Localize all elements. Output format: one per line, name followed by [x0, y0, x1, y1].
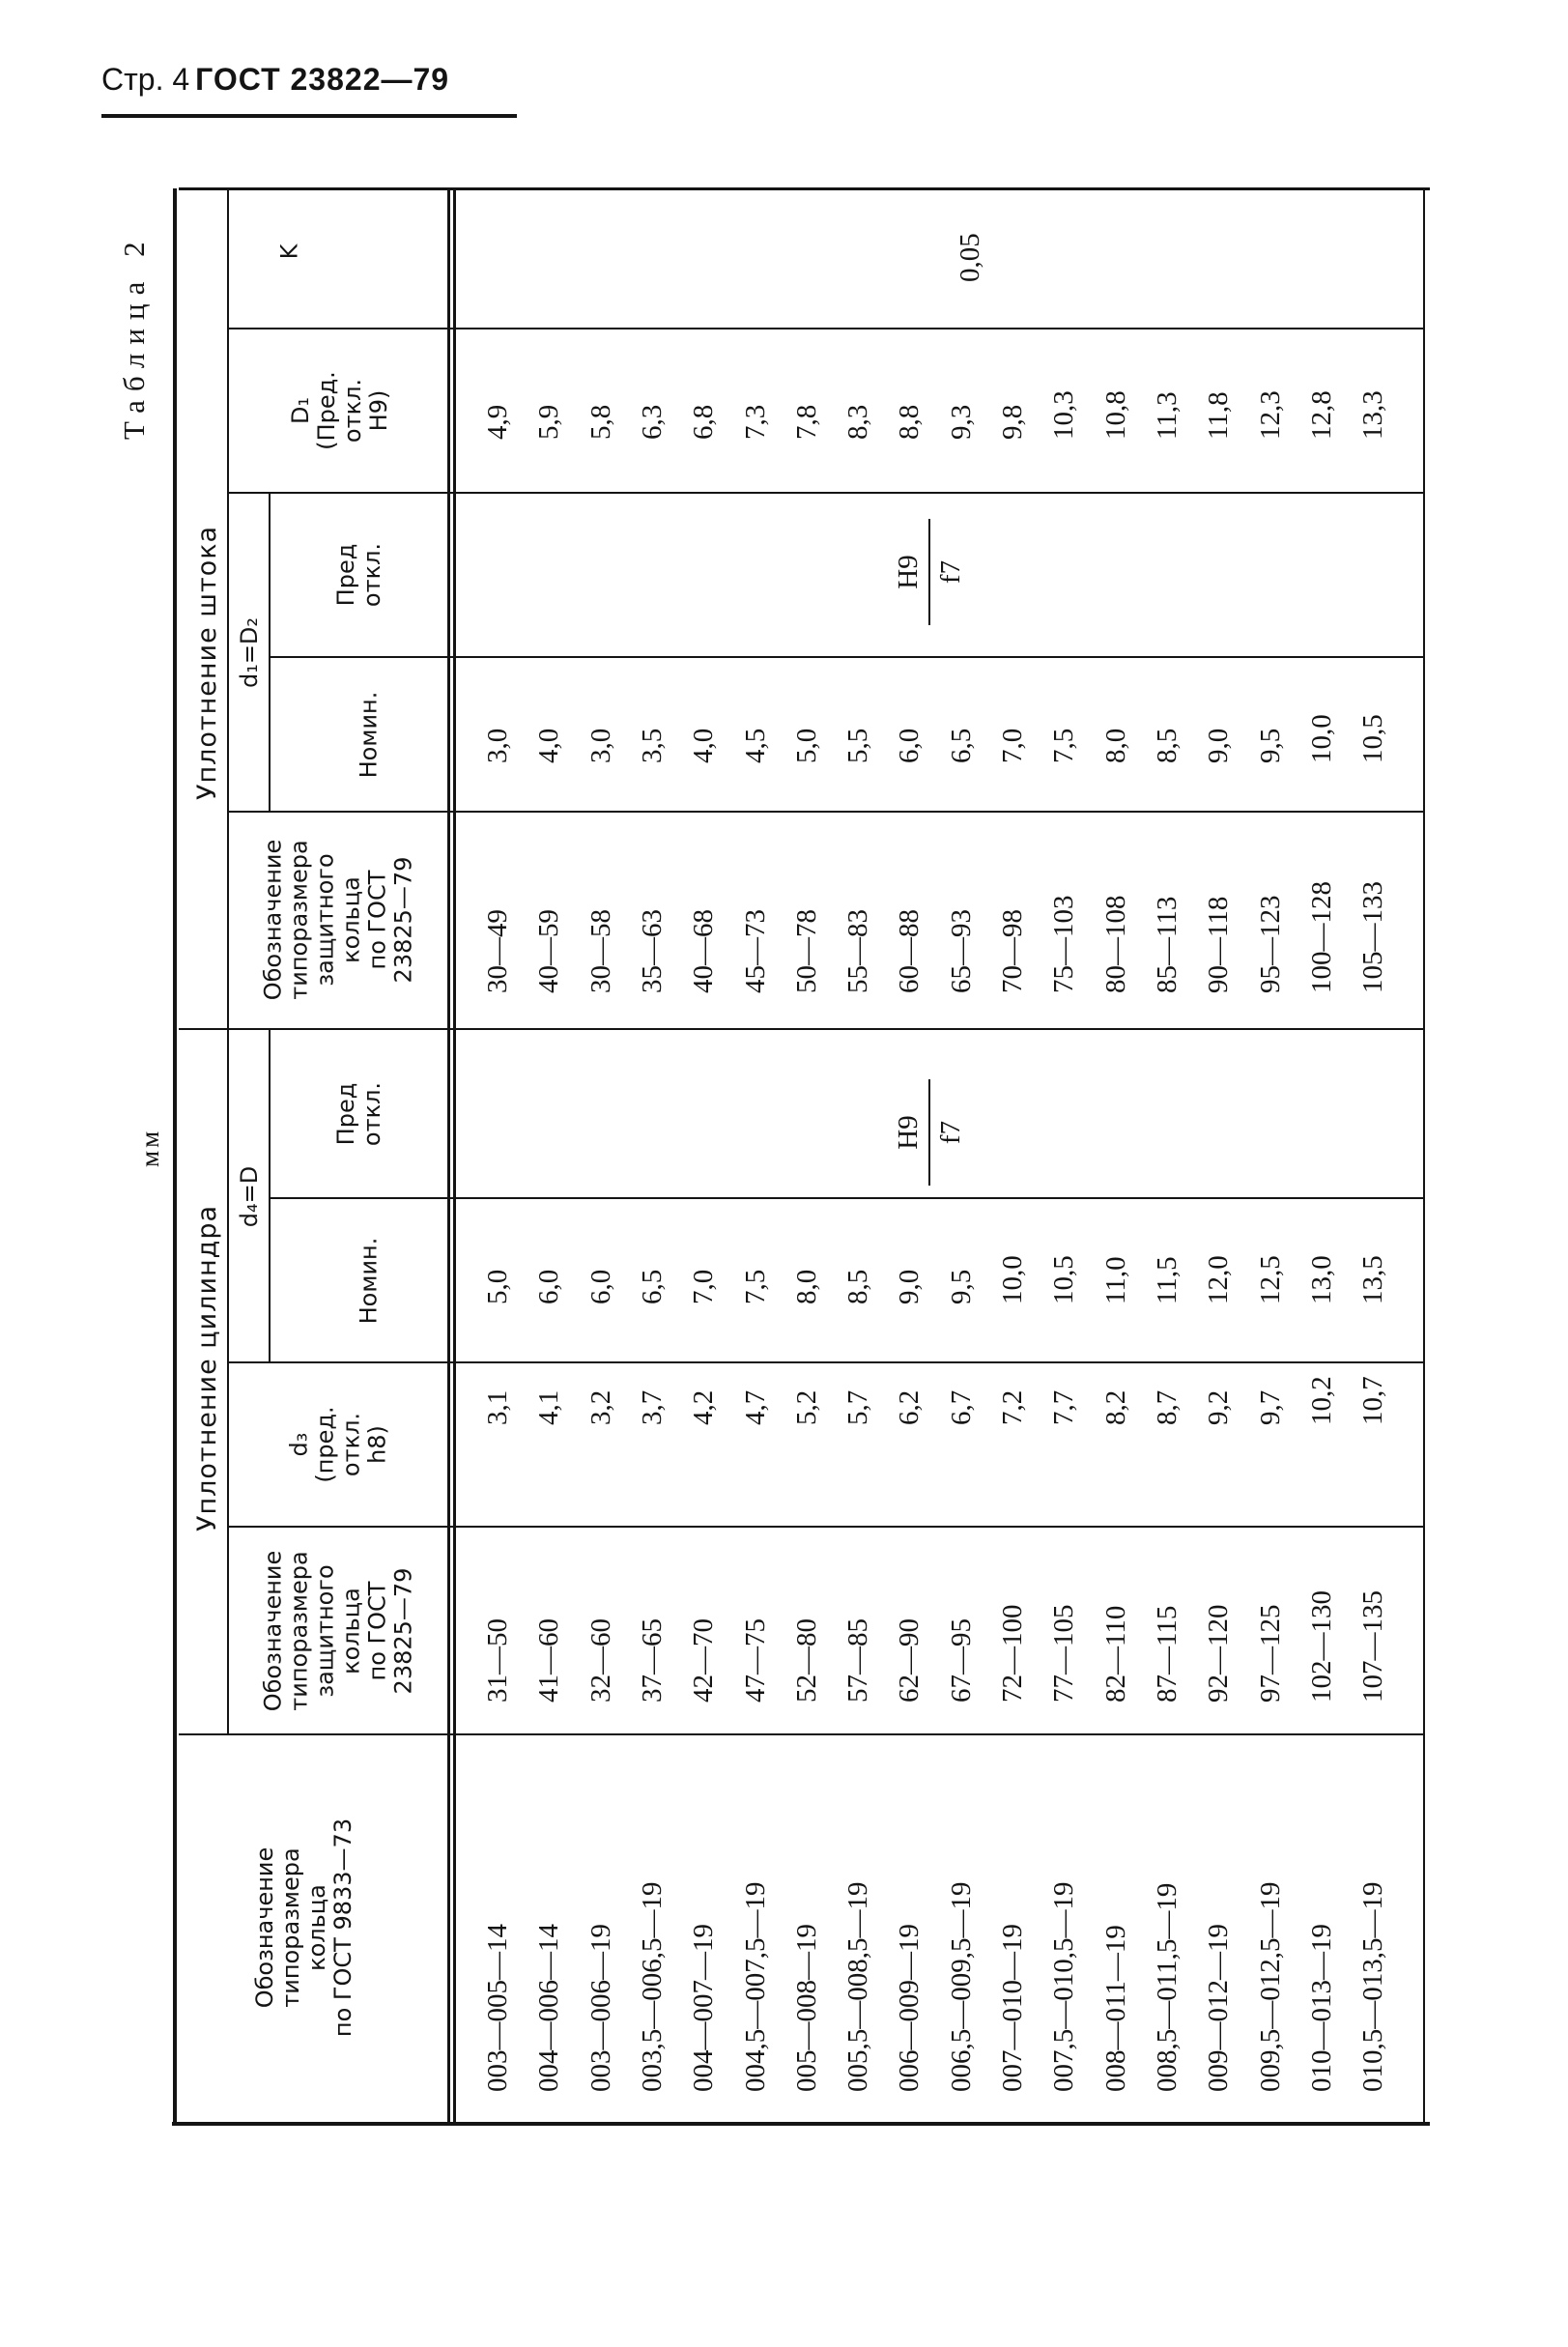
units-label: мм — [135, 1128, 164, 1167]
cyl-protect-ring: 57—85 — [842, 1618, 874, 1703]
ring-designation: 004—006—14 — [533, 1924, 565, 2092]
ring-designation: 009,5—012,5—19 — [1254, 1881, 1286, 2092]
ring-column-header-line: по ГОСТ 9833—73 — [329, 1817, 357, 2038]
rod-d1-nominal: 8,0 — [1099, 728, 1131, 763]
cyl-d3-value: 5,7 — [842, 1389, 874, 1425]
rod-D1-header-line: откл. — [338, 378, 366, 444]
rod-protect-header — [260, 840, 416, 1001]
cyl-d4-nominal: 10,5 — [1048, 1255, 1080, 1304]
cyl-d3-value: 3,2 — [584, 1389, 616, 1425]
header-body-divider-2 — [453, 188, 456, 2124]
rod-protect-ring: 65—93 — [945, 909, 977, 993]
rod-protect-ring: 95—123 — [1254, 895, 1286, 993]
rod-D1-value: 7,3 — [739, 404, 771, 440]
ring-designation: 003—005—14 — [482, 1924, 513, 2092]
rod-D1-value: 6,3 — [636, 404, 668, 440]
cyl-protect-ring: 37—65 — [636, 1618, 668, 1703]
rod-d1-nominal: 4,0 — [688, 728, 720, 763]
rod-d1-tolerance-fit — [893, 519, 966, 625]
cylinder-group-rule — [227, 1029, 229, 1734]
rod-protect-header-line: 23825—79 — [388, 856, 416, 984]
cyl-d4-tolerance-fit — [893, 1079, 966, 1186]
cyl-d4-tol-header-line: откл. — [358, 1081, 386, 1147]
rod-d1-nominal: 6,0 — [894, 728, 926, 763]
rod-d1-D1-divider — [228, 492, 1424, 494]
cyl-d4-nominal: 9,0 — [894, 1269, 926, 1304]
cyl-protect-ring: 87—115 — [1151, 1605, 1183, 1703]
rod-d1-nom-header-line: Номин. — [355, 691, 383, 778]
rod-protect-ring: 30—49 — [482, 909, 513, 993]
cyl-d3-value: 6,2 — [894, 1389, 926, 1425]
cyl-d3-value: 8,2 — [1099, 1389, 1131, 1425]
ring-designation: 010,5—013,5—19 — [1357, 1881, 1389, 2092]
rod-d1-nominal: 10,5 — [1357, 714, 1389, 763]
cyl-d3-header-line: h8) — [363, 1425, 391, 1464]
cyl-d3-value: 10,7 — [1357, 1376, 1389, 1425]
rod-protect-ring: 55—83 — [842, 909, 874, 993]
ring-designation: 009—012—19 — [1203, 1924, 1235, 2092]
rod-d1-nominal: 4,0 — [533, 728, 565, 763]
cyl-d4-nominal: 8,5 — [842, 1269, 874, 1304]
cyl-protect-ring: 102—130 — [1305, 1590, 1337, 1703]
ring-designation: 004,5—007,5—19 — [739, 1881, 771, 2092]
rod-d1-nominal: 3,5 — [636, 728, 668, 763]
ring-designation: 006—009—19 — [894, 1924, 926, 2092]
rod-protect-ring: 85—113 — [1151, 896, 1183, 993]
rod-d1-nominal: 5,5 — [842, 728, 874, 763]
rod-protect-header-line: кольца — [336, 876, 364, 963]
ring-designation: 008,5—011,5—19 — [1151, 1882, 1183, 2092]
cyl-protect-ring: 67—95 — [945, 1618, 977, 1703]
cyl-d4-nominal: 7,0 — [688, 1269, 720, 1304]
cyl-d4-nom-header-line: Номин. — [355, 1237, 383, 1324]
cyl-d3-header-line: d₃ — [285, 1432, 313, 1457]
cylinder-rod-divider — [179, 1028, 1424, 1030]
rod-protect-header-line: типоразмера — [284, 840, 312, 1000]
rod-protect-ring: 60—88 — [894, 909, 926, 993]
cyl-d3-header — [286, 1406, 390, 1482]
cyl-d3-value: 4,1 — [533, 1389, 565, 1425]
rod-D1-value: 5,9 — [533, 404, 565, 440]
cyl-d3-value: 4,2 — [688, 1389, 720, 1425]
rod-d1-nominal: 3,0 — [482, 728, 513, 763]
k-header — [276, 243, 302, 259]
rod-d1-nom-header — [356, 691, 382, 778]
ring-designation: 007,5—010,5—19 — [1048, 1881, 1080, 2092]
rod-group-header: Уплотнение штока — [192, 525, 222, 800]
rod-d1-nominal: 9,0 — [1203, 728, 1235, 763]
rod-D1-k-divider — [228, 328, 1424, 329]
ring-designation: 008—011—19 — [1099, 1925, 1131, 2092]
rod-D1-header-line: H9) — [364, 389, 392, 432]
cyl-protect-d3-divider — [228, 1526, 1424, 1528]
cyl-d3-value: 8,7 — [1151, 1389, 1183, 1425]
rod-protect-ring: 105—133 — [1357, 881, 1389, 993]
ring-designation: 003,5—006,5—19 — [636, 1881, 668, 2092]
cyl-protect-ring: 41—60 — [533, 1618, 565, 1703]
cyl-d4-nominal: 10,0 — [997, 1255, 1028, 1304]
rod-D1-value: 9,3 — [945, 404, 977, 440]
cyl-protect-header-line: кольца — [336, 1588, 364, 1674]
cyl-d3-header-line: (пред. — [311, 1406, 339, 1483]
cyl-d4-nominal: 11,0 — [1099, 1256, 1131, 1304]
cyl-protect-ring: 107—135 — [1357, 1590, 1389, 1703]
ring-designation: 010—013—19 — [1305, 1924, 1337, 2092]
cyl-d3-value: 3,7 — [636, 1389, 668, 1425]
rod-D1-value: 8,8 — [894, 404, 926, 440]
ring-designation: 006,5—009,5—19 — [945, 1881, 977, 2092]
rod-protect-ring: 90—118 — [1203, 896, 1235, 993]
cyl-d4-subgroup-rule — [269, 1029, 271, 1362]
rod-d1-tol-header-line: Пред — [332, 543, 360, 607]
rod-d1-tolerance-fit-denominator: f7 — [935, 559, 966, 585]
cyl-protect-ring: 42—70 — [688, 1618, 720, 1703]
rod-d1-group-header — [237, 616, 263, 687]
rod-D1-value: 8,3 — [842, 404, 874, 440]
cyl-d3-header-line: откл. — [337, 1412, 365, 1477]
cyl-d3-value: 3,1 — [482, 1389, 513, 1425]
cyl-d4-nominal: 7,5 — [739, 1269, 771, 1304]
rod-group-rule — [227, 188, 229, 1029]
ring-designation: 004—007—19 — [688, 1924, 720, 2092]
cyl-d4-tol-header — [333, 1082, 385, 1146]
standard-code: ГОСТ 23822—79 — [195, 62, 450, 97]
cyl-d3-value: 7,2 — [997, 1389, 1028, 1425]
rod-D1-value: 12,3 — [1254, 390, 1286, 440]
rod-D1-value: 11,3 — [1151, 391, 1183, 440]
rod-d1-nominal: 4,5 — [739, 728, 771, 763]
rod-D1-value: 4,9 — [482, 404, 513, 440]
rod-protect-ring: 100—128 — [1305, 881, 1337, 993]
cyl-d4-nominal: 12,5 — [1254, 1255, 1286, 1304]
cyl-d3-value: 6,7 — [945, 1389, 977, 1425]
ring-column-header-line: типоразмера — [277, 1847, 305, 2008]
rod-protect-header-line: защитного — [310, 853, 338, 987]
rod-protect-header-line: по ГОСТ — [362, 870, 390, 970]
cyl-d4-nominal: 5,0 — [482, 1269, 513, 1304]
cyl-protect-ring: 92—120 — [1203, 1604, 1235, 1703]
cyl-d4-tolerance-fit-numerator: H9 — [893, 1115, 924, 1150]
table-right-edge — [1423, 188, 1425, 2124]
rod-d1-subgroup-rule — [269, 493, 271, 812]
cyl-d3-value: 4,7 — [739, 1389, 771, 1425]
rod-protect-ring: 50—78 — [790, 909, 822, 993]
cyl-protect-ring: 97—125 — [1254, 1604, 1286, 1703]
cylinder-group-header: Уплотнение цилиндра — [192, 1204, 222, 1531]
rod-protect-d1-divider — [228, 811, 1424, 813]
table-left-border — [173, 188, 177, 2124]
rod-d1-tol-header-line: откл. — [358, 542, 386, 608]
table-caption: Таблица 2 — [117, 233, 151, 440]
rod-d1-nominal: 8,5 — [1151, 728, 1183, 763]
cyl-d4-tolerance-fit-denominator: f7 — [935, 1120, 966, 1145]
k-value: 0,05 — [955, 233, 985, 282]
cyl-protect-header-line: защитного — [310, 1564, 338, 1698]
rod-D1-value: 9,8 — [997, 404, 1028, 440]
rod-D1-value: 5,8 — [584, 404, 616, 440]
cyl-d4-nominal: 6,0 — [533, 1269, 565, 1304]
cyl-protect-ring: 32—60 — [584, 1618, 616, 1703]
cyl-d3-value: 7,7 — [1048, 1389, 1080, 1425]
cyl-protect-ring: 31—50 — [482, 1618, 513, 1703]
rod-protect-ring: 40—68 — [688, 909, 720, 993]
cyl-d4-nominal: 13,0 — [1305, 1255, 1337, 1304]
ring-designation: 005,5—008,5—19 — [842, 1881, 874, 2092]
cyl-d3-value: 9,2 — [1203, 1389, 1235, 1425]
header-body-divider — [447, 188, 450, 2124]
rod-d1-nominal: 7,5 — [1048, 728, 1080, 763]
rod-d1-nominal: 3,0 — [584, 728, 616, 763]
cyl-protect-header-line: типоразмера — [284, 1551, 312, 1711]
cyl-d4-nom-tol-divider — [270, 1197, 1424, 1199]
cyl-protect-ring: 47—75 — [739, 1618, 771, 1703]
rod-d1-nominal: 6,5 — [945, 728, 977, 763]
page-number: Стр. 4 — [101, 62, 190, 97]
cyl-protect-header — [260, 1551, 416, 1712]
cyl-d4-nominal: 6,5 — [636, 1269, 668, 1304]
cyl-d4-nominal: 9,5 — [945, 1269, 977, 1304]
rod-d1-nominal: 5,0 — [790, 728, 822, 763]
cyl-protect-ring: 52—80 — [790, 1618, 822, 1703]
ring-column-divider — [179, 1733, 1424, 1735]
cyl-d4-nominal: 6,0 — [584, 1269, 616, 1304]
cyl-d4-nominal: 8,0 — [790, 1269, 822, 1304]
rod-d1-nom-tol-divider — [270, 656, 1424, 658]
rod-d1-nominal: 7,0 — [997, 728, 1028, 763]
rod-d1-group-header-line: d₁=D₂ — [235, 616, 263, 688]
cyl-protect-header-line: по ГОСТ — [362, 1581, 390, 1681]
cyl-d4-group-header — [237, 1165, 263, 1226]
cyl-d4-nominal: 13,5 — [1357, 1255, 1389, 1304]
cyl-d3-value: 9,7 — [1254, 1389, 1286, 1425]
ring-designation: 003—006—19 — [584, 1924, 616, 2092]
rod-D1-value: 6,8 — [688, 404, 720, 440]
cyl-d4-nominal: 11,5 — [1151, 1256, 1183, 1304]
ring-column-header-line: Обозначение — [251, 1846, 279, 2009]
cyl-protect-header-line: 23825—79 — [388, 1567, 416, 1695]
rod-protect-ring: 75—103 — [1048, 895, 1080, 993]
cyl-protect-ring: 77—105 — [1048, 1604, 1080, 1703]
rod-protect-ring: 70—98 — [997, 909, 1028, 993]
rod-protect-header-line: Обозначение — [258, 839, 286, 1001]
rod-D1-header-line: (Пред. — [312, 371, 340, 450]
cyl-protect-ring: 82—110 — [1099, 1605, 1131, 1703]
rod-d1-nominal: 9,5 — [1254, 728, 1286, 763]
ring-designation: 007—010—19 — [997, 1924, 1028, 2092]
rod-protect-ring: 40—59 — [533, 909, 565, 993]
rod-protect-ring: 45—73 — [739, 909, 771, 993]
rod-D1-header — [288, 371, 392, 450]
rod-d1-nominal: 10,0 — [1305, 714, 1337, 763]
ring-column-header — [252, 1818, 356, 2037]
rod-protect-ring: 30—58 — [584, 909, 616, 993]
cyl-protect-ring: 72—100 — [997, 1604, 1028, 1703]
cyl-d4-nominal: 12,0 — [1203, 1255, 1235, 1304]
ring-designation: 005—008—19 — [790, 1924, 822, 2092]
cyl-protect-ring: 62—90 — [894, 1618, 926, 1703]
rod-D1-value: 13,3 — [1357, 390, 1389, 440]
rod-D1-header-line: D₁ — [286, 396, 314, 425]
rod-d1-tolerance-fit-bar — [928, 519, 930, 625]
cyl-d4-tolerance-fit-bar — [928, 1079, 930, 1186]
rod-protect-ring: 80—108 — [1099, 895, 1131, 993]
cyl-d4-group-header-line: d₄=D — [235, 1165, 263, 1227]
rod-D1-value: 10,3 — [1048, 390, 1080, 440]
cyl-d4-tol-header-line: Пред — [332, 1082, 360, 1146]
rod-D1-value: 12,8 — [1305, 390, 1337, 440]
table-top-border — [179, 187, 1430, 190]
k-header-line: K — [275, 243, 303, 259]
cyl-d3-value: 5,2 — [790, 1389, 822, 1425]
cyl-d4-nom-header — [356, 1237, 382, 1324]
table-bottom-border — [172, 2122, 1430, 2126]
rod-D1-value: 10,8 — [1099, 390, 1131, 440]
cyl-d3-d4-divider — [228, 1361, 1424, 1363]
rod-D1-value: 11,8 — [1203, 391, 1235, 440]
rod-d1-tolerance-fit-numerator: H9 — [893, 555, 924, 589]
rod-D1-value: 7,8 — [790, 404, 822, 440]
cyl-d3-value: 10,2 — [1305, 1376, 1337, 1425]
cyl-protect-header-line: Обозначение — [258, 1550, 286, 1712]
ring-column-header-line: кольца — [303, 1884, 331, 1971]
rod-d1-tol-header — [333, 543, 385, 607]
rod-protect-ring: 35—63 — [636, 909, 668, 993]
